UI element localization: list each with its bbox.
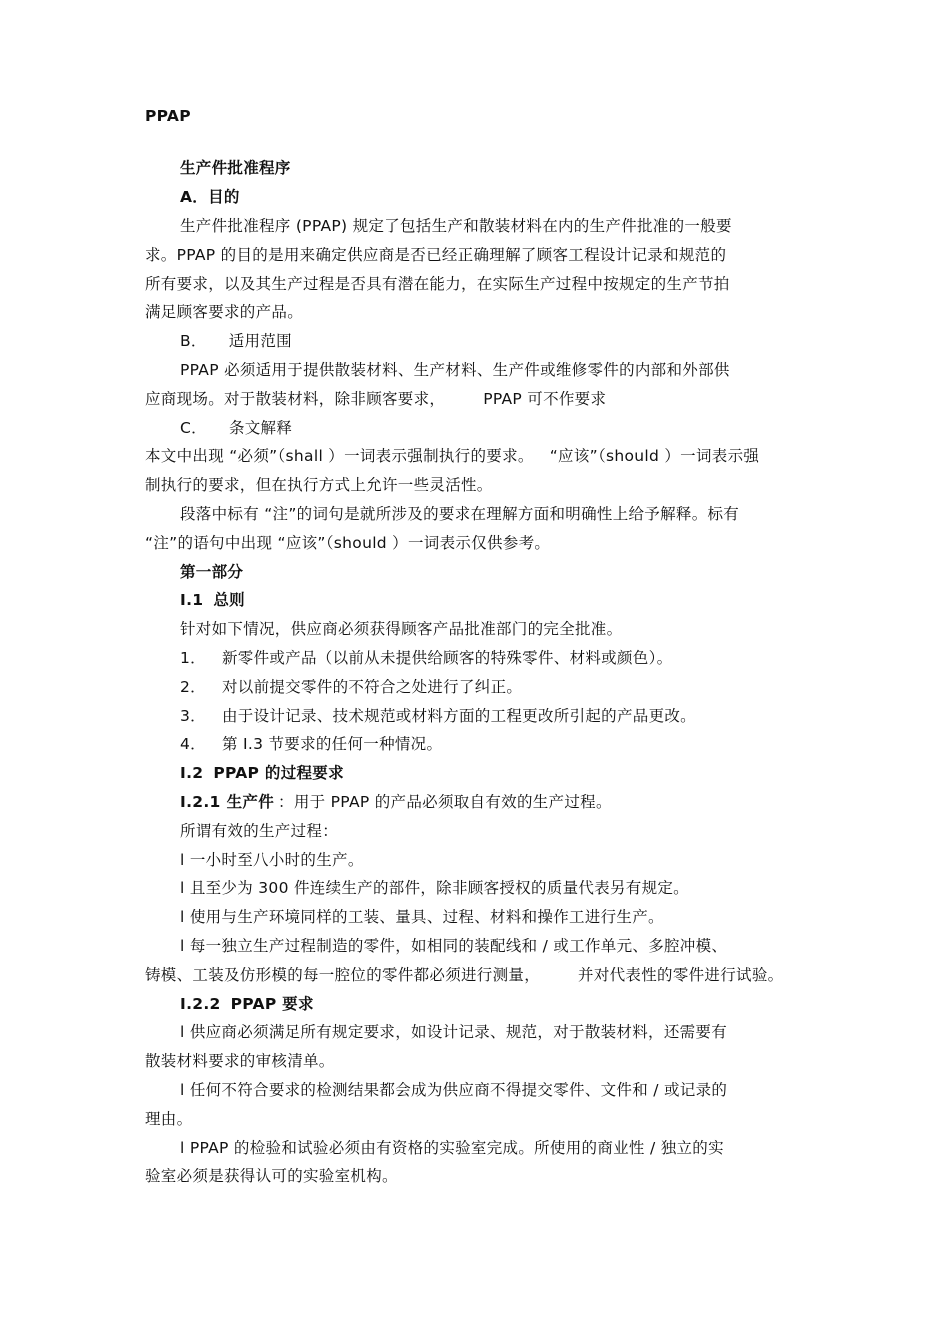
purpose-line-1: 生产件批准程序 (PPAP) 规定了包括生产和散装材料在内的生产件批准的一般要 [180, 217, 732, 235]
section-c-label: C． [180, 419, 207, 437]
list-item-text: 第 I.3 节要求的任何一种情况。 [221, 735, 443, 753]
list-item [180, 677, 522, 697]
s1-2-1-line [180, 792, 612, 812]
list-item-text: 新零件或产品（以前从未提供给顾客的特殊零件、材料或颜色）。 [221, 649, 673, 667]
scope-line-2 [145, 389, 606, 409]
list-item-number: 1． [180, 649, 206, 667]
list-item-number: 3． [180, 707, 206, 725]
part1-heading: 第一部分 [180, 563, 244, 581]
section-b-title: 适用范围 [228, 332, 292, 350]
s1-2-2-title: PPAP 要求 [230, 995, 314, 1013]
s1-2-2-bullet-1b: 散装材料要求的审核清单。 [145, 1052, 335, 1070]
s1-2-1-bullet-2: l 且至少为 300 件连续生产的部件，除非顾客授权的质量代表另有规定。 [180, 879, 689, 897]
s1-2-num: I.2 [180, 764, 204, 782]
purpose-line-4: 满足顾客要求的产品。 [145, 303, 304, 321]
s1-2-2-bullet-1a: l 供应商必须满足所有规定要求，如设计记录、规范，对于散装材料，还需要有 [180, 1023, 728, 1041]
terms-line-1a: 本文中出现 “必须”（shall ）一词表示强制执行的要求。 [145, 447, 534, 465]
terms-line-1b: “应该”（should ）一词表示强 [549, 447, 760, 465]
list-item-text: 对以前提交零件的不符合之处进行了纠正。 [221, 678, 523, 696]
s1-2-1-bullet-3: l 使用与生产环境同样的工装、量具、过程、材料和操作工进行生产。 [180, 908, 664, 926]
section-a-sep: ． [192, 188, 209, 206]
s1-2-2-bullet-2a: l 任何不符合要求的检测结果都会成为供应商不得提交零件、文件和 / 或记录的 [180, 1081, 728, 1099]
list-item-number: 4． [180, 735, 206, 753]
s1-1-num: I.1 [180, 591, 204, 609]
s1-2-2-bullet-3b: 验室必须是获得认可的实验室机构。 [145, 1167, 398, 1185]
doc-title: PPAP [145, 107, 191, 125]
section-c-title: 条文解释 [228, 419, 293, 437]
s1-1-title: 总则 [213, 591, 245, 609]
terms-line-4: “注”的语句中出现 “应该”（should ）一词表示仅供参考。 [145, 534, 551, 552]
scope-line-2a: 应商现场。对于散装材料，除非顾客要求， [145, 390, 446, 408]
s1-1-heading [180, 590, 245, 610]
s1-2-1-bullet-4b: 铸模、工装及仿形模的每一腔位的零件都必须进行测量， [145, 966, 541, 984]
section-a-title: 目的 [208, 188, 240, 206]
section-a-label: A [180, 188, 193, 206]
s1-2-1-bullet-4b-line [145, 965, 783, 985]
s1-2-1-desc: ：用于 PPAP 的产品必须取自有效的生产过程。 [278, 793, 612, 811]
list-item-number: 2． [180, 678, 206, 696]
main-heading: 生产件批准程序 [180, 159, 291, 177]
list-item-text: 由于设计记录、技术规范或材料方面的工程更改所引起的产品更改。 [221, 707, 696, 725]
s1-2-2-heading [180, 994, 314, 1014]
s1-2-1-num: I.2.1 [180, 793, 221, 811]
s1-1-intro: 针对如下情况，供应商必须获得顾客产品批准部门的完全批准。 [180, 620, 623, 638]
s1-2-1-bullet-1: l 一小时至八小时的生产。 [180, 851, 364, 869]
s1-2-1-bullet-4c: 并对代表性的零件进行试验。 [578, 966, 784, 984]
section-a-heading [180, 187, 240, 207]
scope-line-1: PPAP 必须适用于提供散装材料、生产材料、生产件或维修零件的内部和外部供 [180, 361, 730, 379]
s1-2-1-intro: 所谓有效的生产过程： [180, 822, 339, 840]
s1-2-title: PPAP 的过程要求 [213, 764, 344, 782]
s1-2-2-num: I.2.2 [180, 995, 221, 1013]
purpose-line-2: 求。PPAP 的目的是用来确定供应商是否已经正确理解了顾客工程设计记录和规范的 [145, 246, 727, 264]
list-item [180, 648, 672, 668]
terms-line-1 [145, 446, 759, 466]
scope-line-2b: PPAP 可不作要求 [483, 390, 607, 408]
section-c-heading [180, 418, 292, 438]
s1-2-2-bullet-3a: l PPAP 的检验和试验必须由有资格的实验室完成。所使用的商业性 / 独立的实 [180, 1139, 724, 1157]
s1-2-1-bullet-4a: l 每一独立生产过程制造的零件，如相同的装配线和 / 或工作单元、多腔冲模、 [180, 937, 728, 955]
list-item [180, 706, 696, 726]
s1-2-1-title: 生产件 [226, 793, 275, 811]
list-item [180, 734, 442, 754]
terms-line-3: 段落中标有 “注”的词句是就所涉及的要求在理解方面和明确性上给予解释。标有 [180, 505, 740, 523]
section-b-heading [180, 331, 292, 351]
s1-2-heading [180, 763, 344, 783]
purpose-line-3: 所有要求，以及其生产过程是否具有潜在能力，在实际生产过程中按规定的生产节拍 [145, 275, 730, 293]
s1-2-2-bullet-2b: 理由。 [145, 1110, 193, 1128]
section-b-label: B． [180, 332, 207, 350]
terms-line-2: 制执行的要求，但在执行方式上允许一些灵活性。 [145, 476, 493, 494]
